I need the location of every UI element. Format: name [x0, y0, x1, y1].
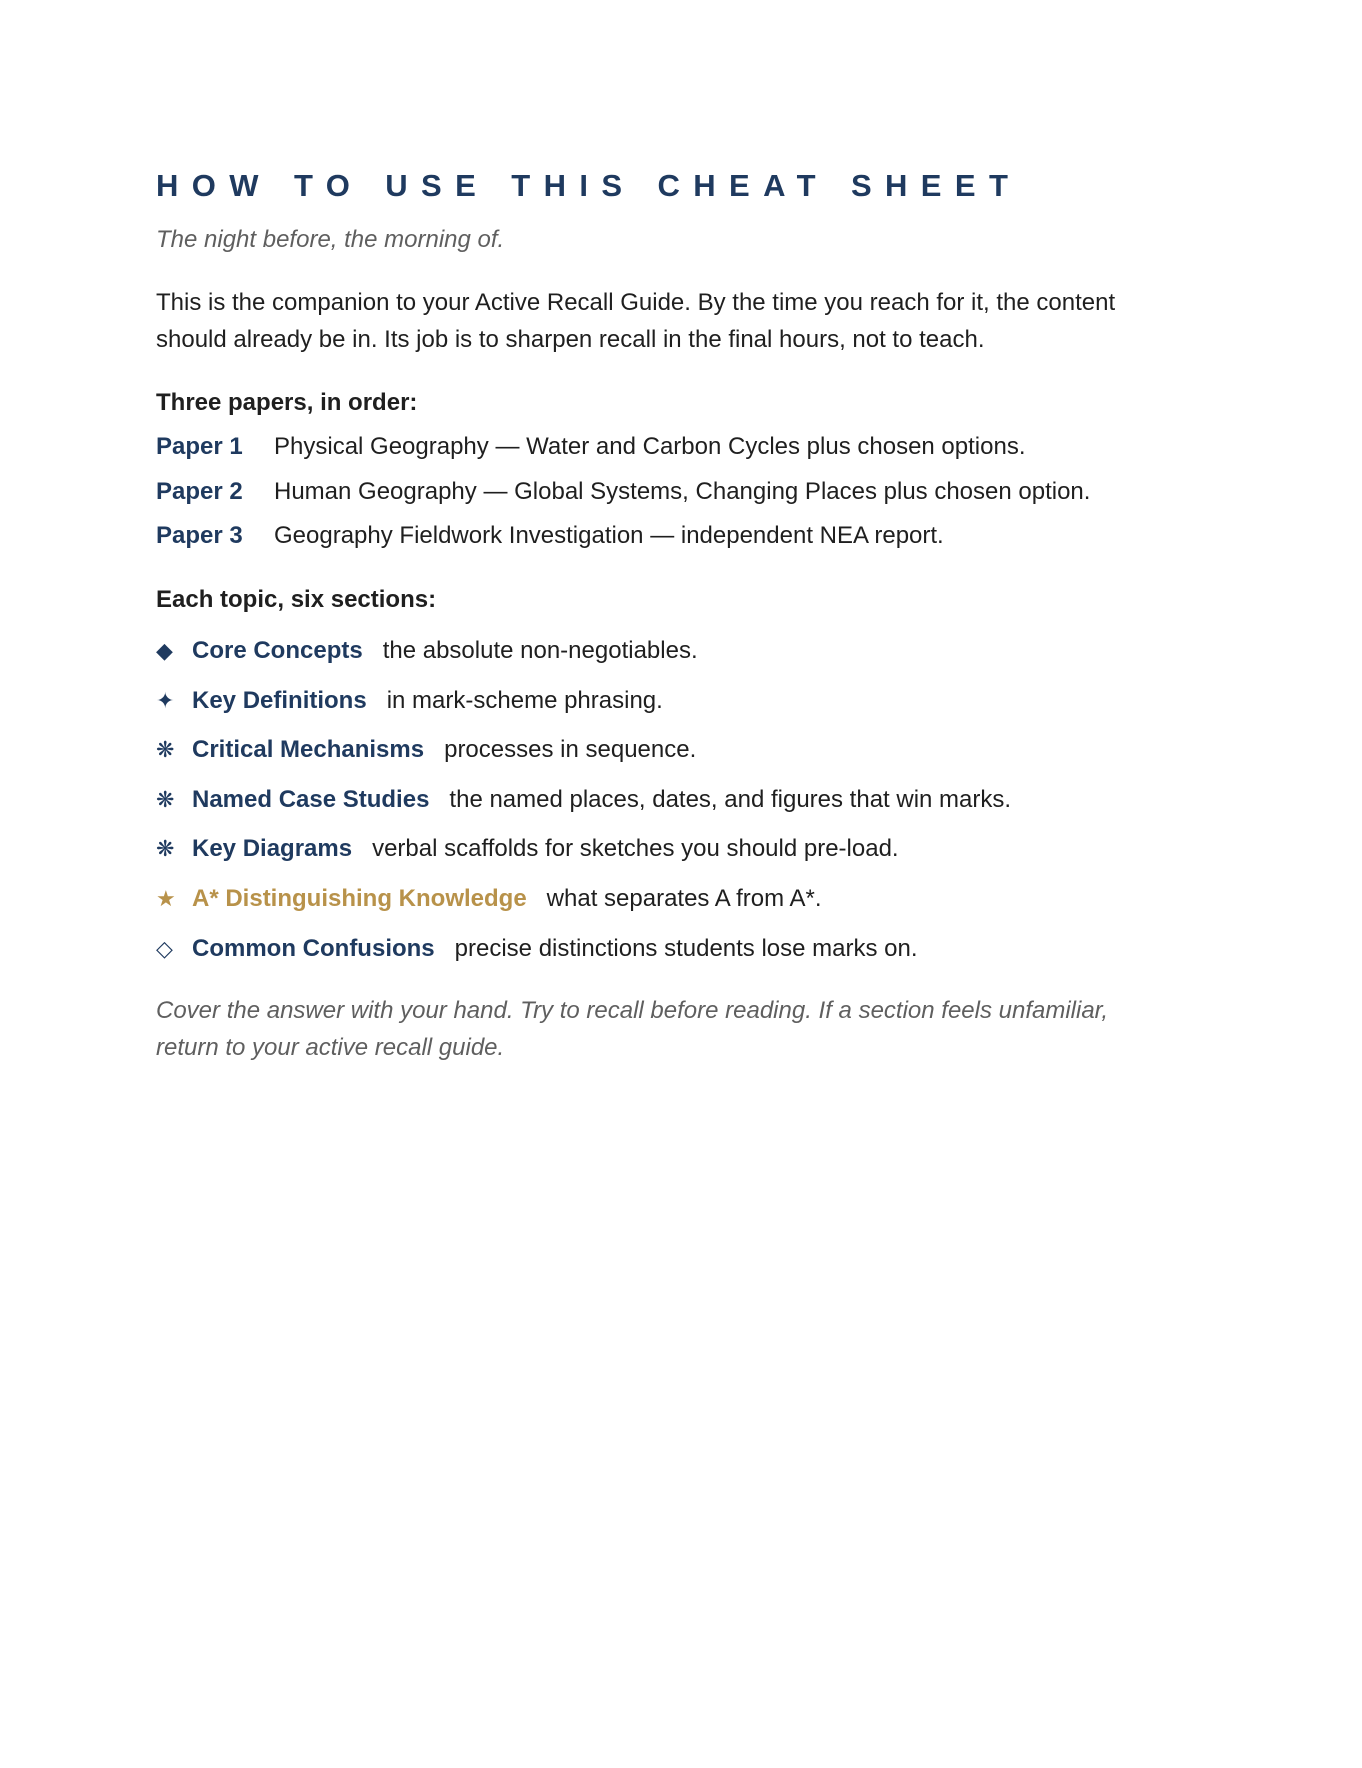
papers-heading: Three papers, in order: [156, 389, 418, 416]
section-description: what separates A from A*. [546, 884, 822, 912]
section-item [156, 687, 1011, 737]
section-item [156, 736, 1011, 786]
page-subtitle: The night before, the morning of. [156, 226, 505, 253]
paper-description: Human Geography — Global Systems, Changing Places plus chosen option. [274, 477, 1091, 505]
section-item [156, 885, 1011, 935]
sections-list [156, 637, 1011, 984]
section-item [156, 637, 1011, 687]
section-description: the named places, dates, and figures that win marks. [449, 785, 1012, 813]
paper-label: Paper 1 [156, 433, 243, 460]
outline-diamond-icon: ◇ [156, 935, 173, 961]
section-name: Key Diagrams [192, 835, 353, 863]
section-name: Core Concepts [192, 637, 363, 664]
asterisk-flower-icon: ❋ [156, 836, 175, 862]
section-description: processes in sequence. [444, 736, 697, 764]
section-name: A* Distinguishing Knowledge [192, 884, 527, 912]
section-description: in mark-scheme phrasing. [386, 686, 663, 714]
filled-diamond-icon: ◆ [156, 638, 173, 663]
section-item [156, 935, 1011, 985]
paper-description: Physical Geography — Water and Carbon Cycles plus chosen options. [274, 433, 1026, 460]
paper-item [156, 433, 1090, 478]
four-point-star-icon: ✦ [156, 687, 175, 713]
section-description: verbal scaffolds for sketches you should pre-load. [372, 835, 899, 863]
section-description: precise distinctions students lose marks on. [454, 934, 918, 962]
section-name: Key Definitions [192, 686, 367, 714]
section-name: Named Case Studies [192, 785, 430, 813]
paper-item [156, 478, 1090, 523]
section-item [156, 835, 1011, 885]
section-item [156, 786, 1011, 836]
paper-label: Paper 3 [156, 522, 243, 549]
sections-heading: Each topic, six sections: [156, 586, 437, 613]
paper-item [156, 522, 1090, 567]
section-name: Common Confusions [192, 934, 435, 962]
star-icon: ★ [156, 885, 176, 911]
paper-label: Paper 2 [156, 477, 243, 505]
papers-list [156, 433, 1090, 567]
page-title: HOW TO USE THIS CHEAT SHEET [156, 168, 1022, 203]
asterisk-flower-icon: ❋ [156, 737, 175, 763]
asterisk-flower-icon: ❋ [156, 786, 175, 812]
section-name: Critical Mechanisms [192, 736, 425, 764]
section-description: the absolute non-negotiables. [382, 637, 698, 664]
intro-paragraph: This is the companion to your Active Recall Guide. By the time you reach for it, the content should already be in. Its job is to sharpen recall in the final hours, not to teach. [156, 289, 1116, 353]
paper-description: Geography Fieldwork Investigation — independent NEA report. [274, 522, 944, 549]
outro-paragraph: Cover the answer with your hand. Try to recall before reading. If a section feels unfamiliar, return to your active recall guide. [156, 997, 1109, 1061]
